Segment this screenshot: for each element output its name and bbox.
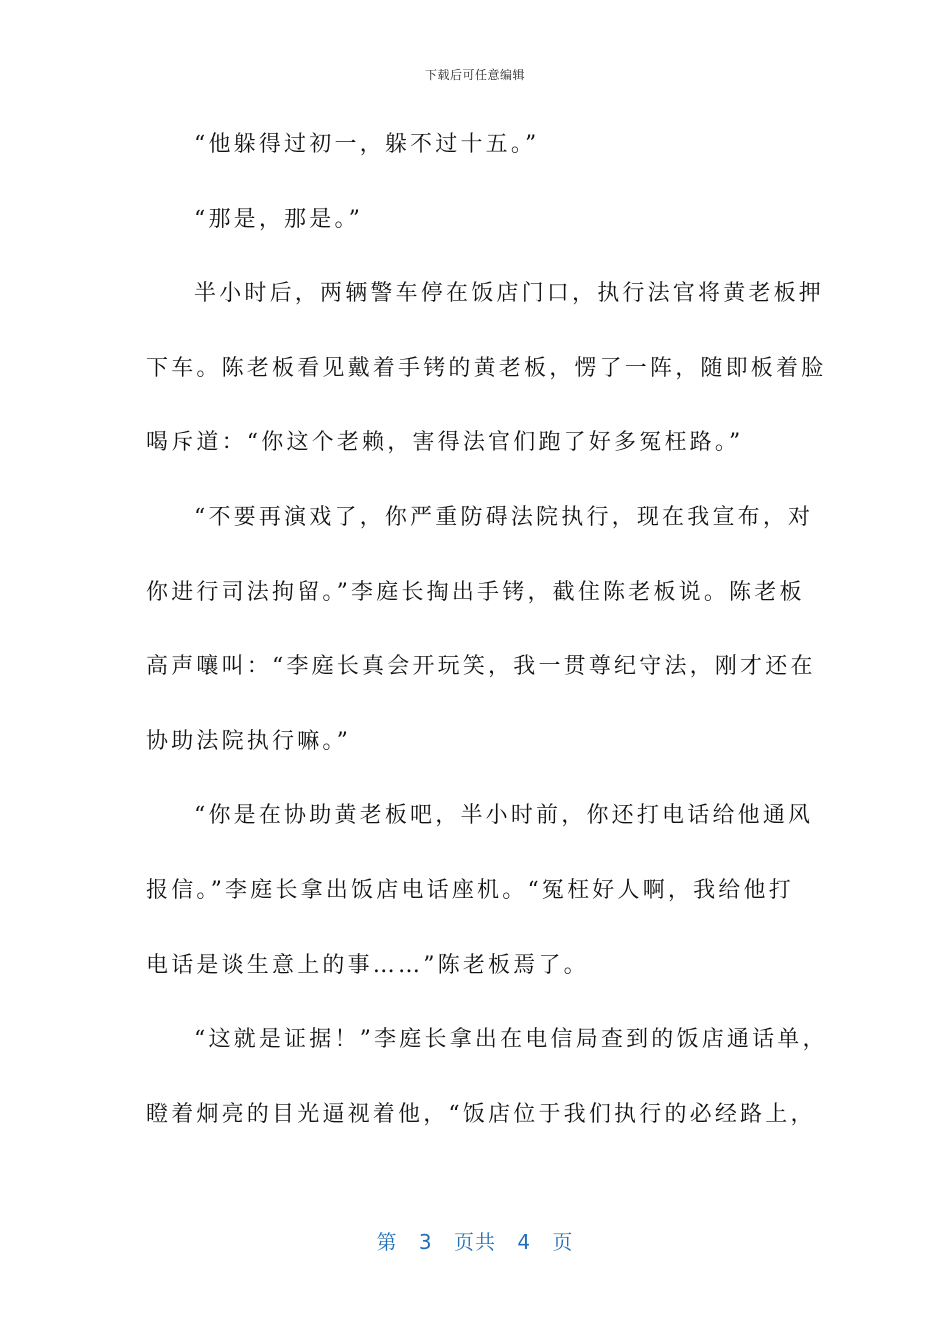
text-line-7: 你进行司法拘留。”李庭长掏出手铐，截住陈老板说。陈老板	[146, 579, 805, 605]
text-line-6: “不要再演戏了，你严重防碍法院执行，现在我宣布，对	[194, 504, 814, 530]
text-line-3: 半小时后，两辆警车停在饭店门口，执行法官将黄老板押	[194, 281, 825, 307]
page-header: 下载后可任意编辑	[424, 68, 525, 82]
text-line-8: 高声嚷叫：“李庭长真会开玩笑，我一贯尊纪守法，刚才还在	[146, 654, 816, 680]
text-line-12: 电话是谈生意上的事……”陈老板焉了。	[146, 952, 589, 978]
text-line-10: “你是在协助黄老板吧，半小时前，你还打电话给他通风	[194, 803, 814, 829]
text-line-13: “这就是证据！”李庭长拿出在电信局查到的饭店通话单，	[194, 1027, 828, 1053]
text-line-1: “他躲得过初一，躲不过十五。”	[194, 132, 540, 157]
text-line-14: 瞪着炯亮的目光逼视着他，“饭店位于我们执行的必经路上，	[146, 1101, 816, 1127]
text-line-4: 下车。陈老板看见戴着手铐的黄老板，愣了一阵，随即板着脸	[146, 355, 827, 381]
text-line-2: “那是，那是。”	[194, 206, 364, 232]
text-line-5: 喝斥道：“你这个老赖，害得法官们跑了好多冤枉路。”	[146, 430, 744, 456]
text-line-11: 报信。”李庭长拿出饭店电话座机。“冤枉好人啊，我给他打	[146, 877, 794, 903]
page-number-footer: 第 3 页共 4 页	[376, 1230, 574, 1254]
document-body	[146, 108, 828, 1152]
text-line-9: 协助法院执行嘛。”	[146, 728, 352, 754]
